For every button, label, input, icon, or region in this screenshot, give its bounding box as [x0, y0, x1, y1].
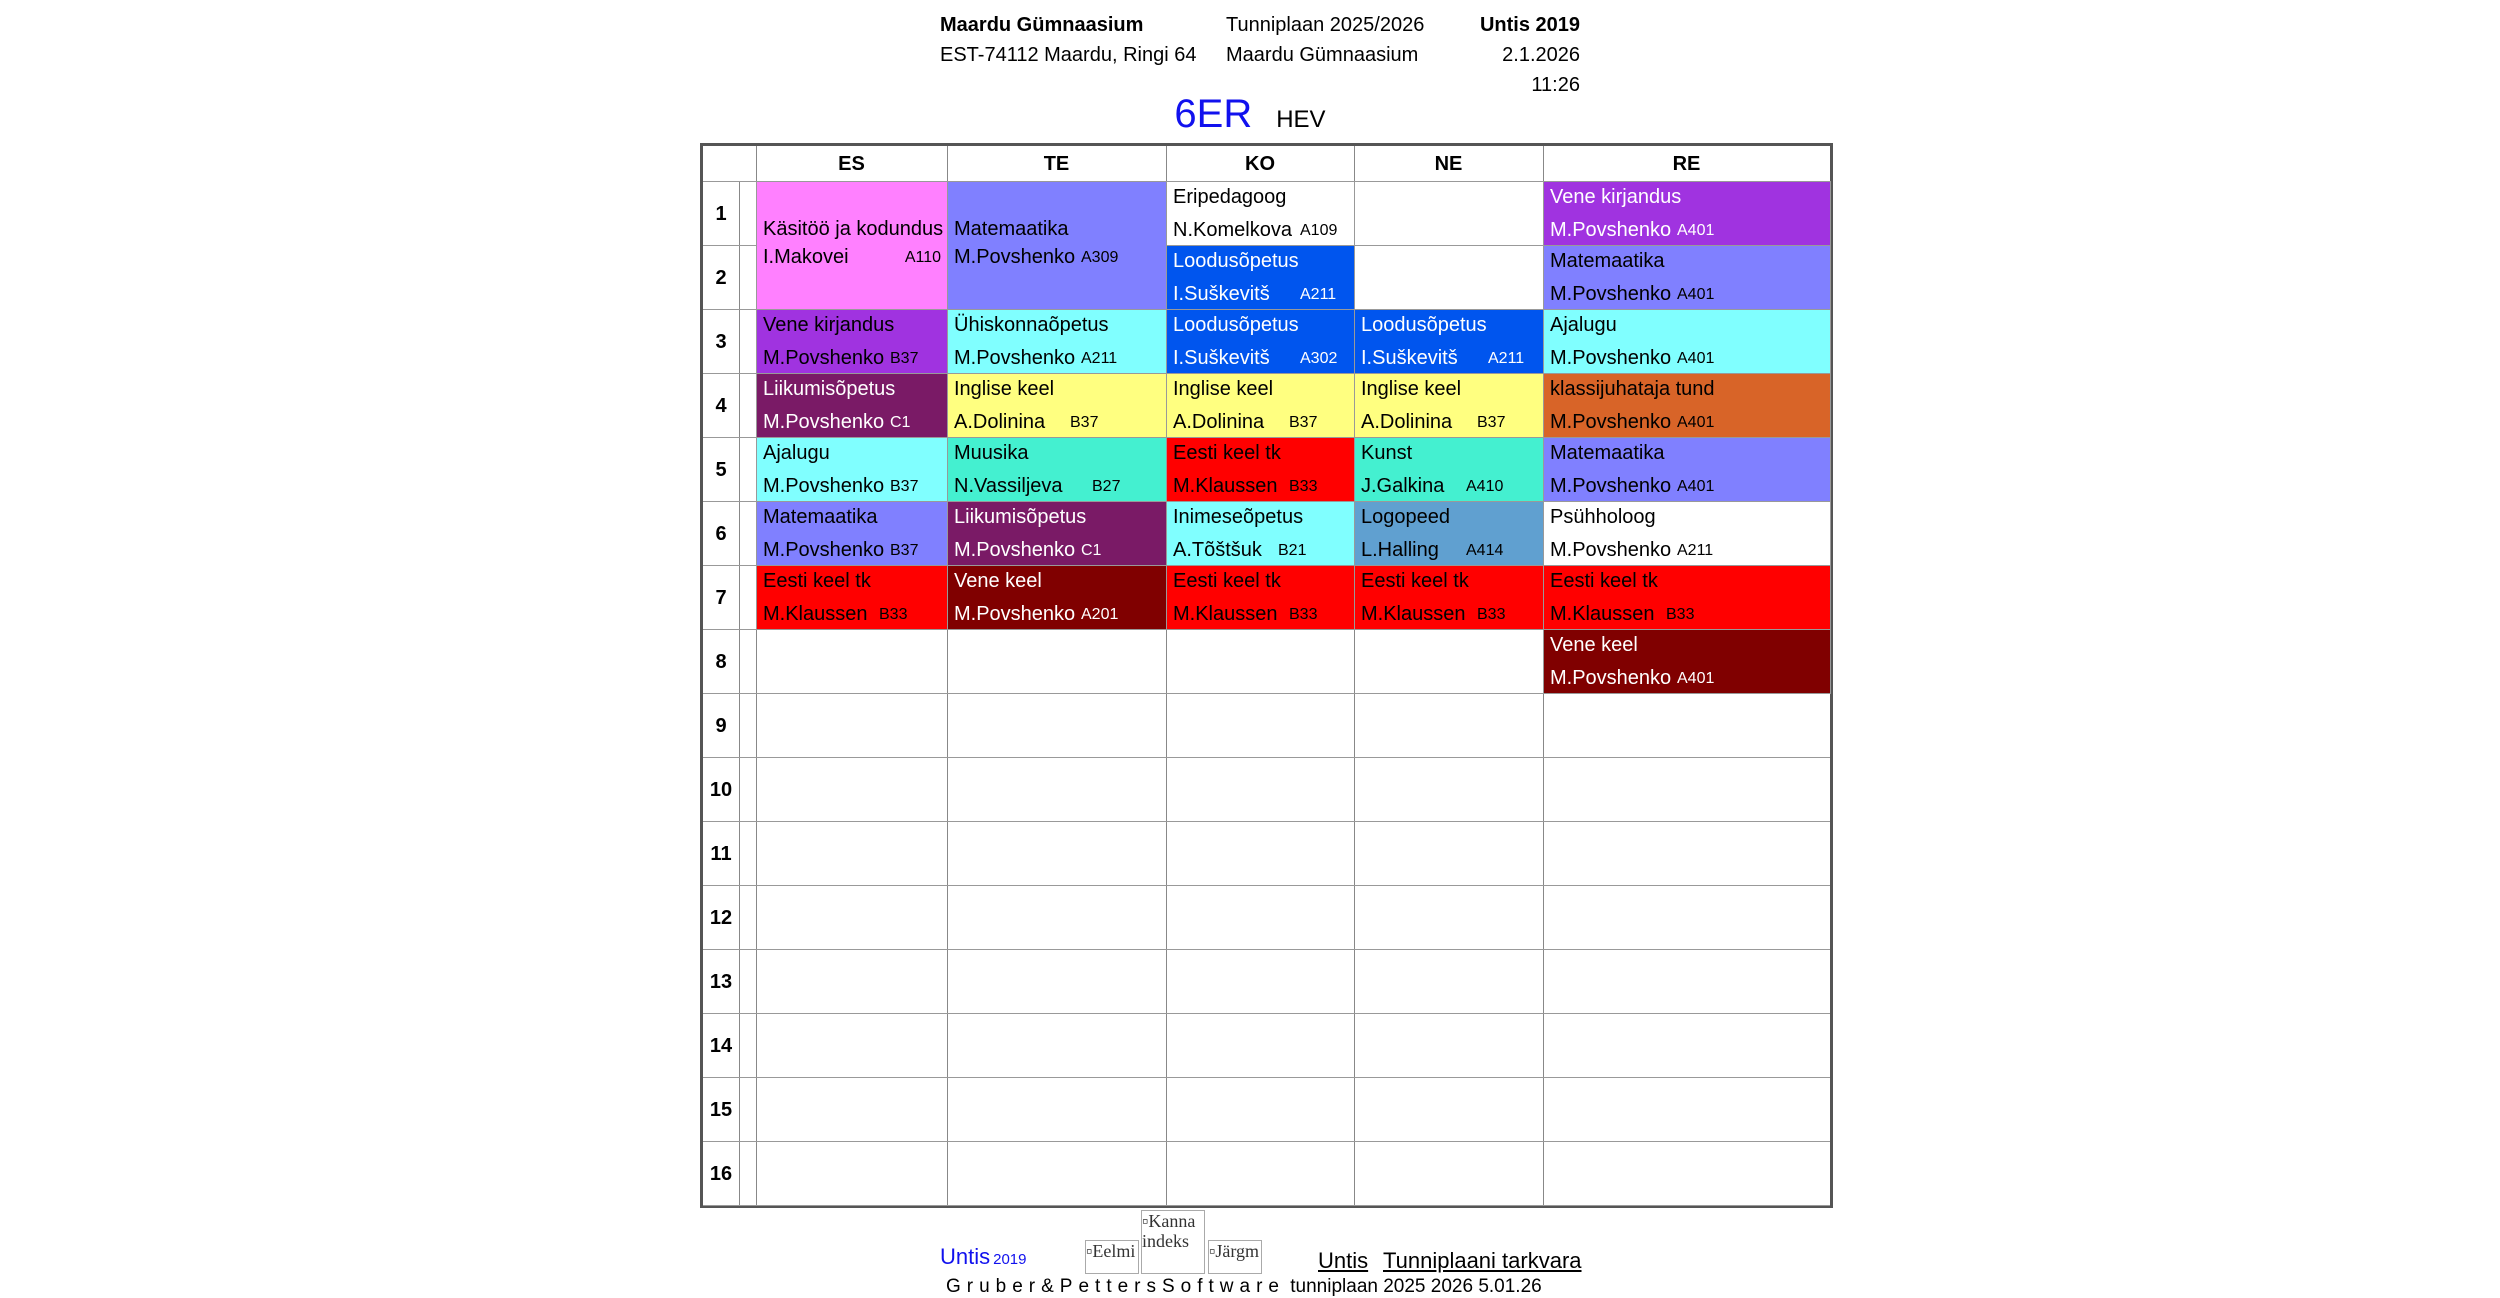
day-header: NE — [1434, 153, 1463, 175]
period-number: 16 — [709, 1163, 733, 1185]
timetable-grid — [700, 143, 1833, 1208]
lesson-teacher: J.Galkina — [1361, 475, 1445, 497]
lesson-cell[interactable] — [756, 501, 948, 566]
lesson-teacher: M.Povshenko — [763, 411, 885, 433]
next-page-label: Järgm — [1215, 1241, 1260, 1261]
lesson-teacher: M.Povshenko — [763, 475, 885, 497]
lesson-teacher: M.Klaussen — [763, 603, 868, 625]
lesson-cell[interactable] — [947, 565, 1167, 630]
lesson-teacher: M.Povshenko — [1550, 539, 1672, 561]
broken-image-icon: ▫ — [1086, 1241, 1093, 1261]
period-number: 8 — [715, 651, 727, 673]
lesson-subject: Muusika — [954, 442, 1029, 464]
grid-line-horizontal — [703, 1077, 1830, 1078]
period-number: 6 — [715, 523, 727, 545]
print-datetime: 2.1.2026 11:26 — [1502, 44, 1580, 96]
period-number: 14 — [709, 1035, 733, 1057]
lesson-room: A201 — [1081, 606, 1119, 623]
lesson-cell[interactable] — [1166, 373, 1355, 438]
period-number: 15 — [709, 1099, 733, 1121]
lesson-teacher: I.Suškevitš — [1173, 283, 1270, 305]
period-number: 10 — [709, 779, 733, 801]
lesson-subject: Vene keel — [1550, 634, 1638, 656]
plan-school: Maardu Gümnaasium — [1226, 44, 1419, 66]
period-number: 7 — [715, 587, 727, 609]
lesson-cell[interactable] — [1543, 437, 1831, 502]
lesson-room: A414 — [1466, 542, 1504, 559]
lesson-room: A211 — [1677, 542, 1714, 559]
untis-logo-text: Untis — [940, 1244, 991, 1269]
lesson-room: B37 — [890, 478, 919, 495]
lesson-room: B37 — [1289, 414, 1318, 431]
lesson-subject: Eesti keel tk — [1361, 570, 1469, 592]
software-version: Untis 2019 — [1479, 14, 1580, 36]
lesson-subject: Ajalugu — [763, 442, 830, 464]
untis-logo-year: 2019 — [993, 1251, 1027, 1268]
lesson-subject: Inimeseõpetus — [1173, 506, 1304, 528]
lesson-teacher: M.Klaussen — [1361, 603, 1466, 625]
lesson-cell[interactable] — [1543, 309, 1831, 374]
lesson-teacher: M.Povshenko — [763, 539, 885, 561]
lesson-subject: Inglise keel — [1173, 378, 1274, 400]
lesson-subject: Vene keel — [954, 570, 1042, 592]
lesson-cell[interactable] — [1354, 373, 1544, 438]
lesson-room: A401 — [1677, 478, 1715, 495]
lesson-cell[interactable] — [1543, 629, 1831, 694]
lesson-room: C1 — [1081, 542, 1102, 559]
lesson-room: B33 — [1666, 606, 1695, 623]
lesson-cell[interactable] — [947, 437, 1167, 502]
lesson-subject: Loodusõpetus — [1361, 314, 1487, 336]
lesson-cell[interactable] — [756, 565, 948, 630]
period-number: 2 — [715, 267, 727, 289]
lesson-cell[interactable] — [1354, 309, 1544, 374]
lesson-subject: Vene kirjandus — [1550, 186, 1682, 208]
lesson-subject: Eripedagoog — [1173, 186, 1287, 208]
class-subtitle: HEV — [1276, 106, 1326, 133]
lesson-subject: Eesti keel tk — [1550, 570, 1658, 592]
lesson-teacher: A.Tõštšuk — [1173, 539, 1262, 561]
day-header: TE — [1043, 153, 1070, 175]
grid-line-vertical — [739, 182, 740, 1206]
lesson-room: B37 — [890, 542, 919, 559]
lesson-subject: Vene kirjandus — [763, 314, 895, 336]
lesson-room: B37 — [1070, 414, 1099, 431]
lesson-room: A302 — [1300, 350, 1338, 367]
lesson-cell[interactable] — [1354, 565, 1544, 630]
grid-line-horizontal — [703, 885, 1830, 886]
period-number: 1 — [715, 203, 727, 225]
day-header: KO — [1245, 153, 1275, 175]
lesson-cell[interactable] — [947, 181, 1167, 310]
lesson-cell[interactable] — [1543, 565, 1831, 630]
lesson-room: A110 — [904, 249, 941, 266]
lesson-teacher: M.Povshenko — [1550, 475, 1672, 497]
grid-line-horizontal — [703, 1013, 1830, 1014]
lesson-subject: klassijuhataja tund — [1550, 378, 1715, 400]
report-header — [940, 10, 1580, 96]
lesson-cell[interactable] — [1543, 245, 1831, 310]
lesson-subject: Matemaatika — [954, 218, 1069, 240]
lesson-room: A401 — [1677, 286, 1715, 303]
gruber-petters-credit — [946, 1276, 1542, 1298]
lesson-teacher: A.Dolinina — [1361, 411, 1453, 433]
grid-line-horizontal — [703, 949, 1830, 950]
untis-link[interactable]: Untis — [1318, 1248, 1369, 1273]
lesson-teacher: M.Klaussen — [1550, 603, 1655, 625]
class-name: 6ER — [1174, 92, 1253, 136]
lesson-cell[interactable] — [1543, 373, 1831, 438]
lesson-cell[interactable] — [756, 437, 948, 502]
lesson-cell[interactable] — [1543, 501, 1831, 566]
lesson-room: A309 — [1081, 249, 1119, 266]
lesson-teacher: N.Komelkova — [1173, 219, 1292, 241]
lesson-teacher: M.Povshenko — [1550, 347, 1672, 369]
grid-line-horizontal — [703, 757, 1830, 758]
lesson-teacher: L.Halling — [1361, 539, 1439, 561]
index-button[interactable] — [1141, 1210, 1205, 1274]
prev-page-label: Eelmi — [1092, 1241, 1136, 1261]
lesson-subject: Matemaatika — [763, 506, 878, 528]
lesson-subject: Inglise keel — [1361, 378, 1462, 400]
lesson-subject: Liikumisõpetus — [763, 378, 896, 400]
lesson-room: A401 — [1677, 414, 1715, 431]
grid-line-horizontal — [703, 821, 1830, 822]
lesson-cell[interactable] — [947, 309, 1167, 374]
lesson-cell[interactable] — [1166, 245, 1355, 310]
lesson-teacher: M.Povshenko — [1550, 283, 1672, 305]
period-number: 5 — [715, 459, 727, 481]
lesson-subject: Matemaatika — [1550, 442, 1665, 464]
lesson-room: B21 — [1278, 542, 1307, 559]
broken-image-icon: ▫ — [1142, 1211, 1149, 1231]
lesson-cell[interactable] — [1354, 437, 1544, 502]
school-name: Maardu Gümnaasium — [940, 14, 1144, 36]
lesson-cell[interactable] — [1166, 181, 1355, 246]
class-title — [0, 92, 2500, 137]
lesson-subject: Eesti keel tk — [1173, 570, 1281, 592]
lesson-teacher: M.Povshenko — [1550, 667, 1672, 689]
lesson-subject: Liikumisõpetus — [954, 506, 1087, 528]
period-number: 11 — [710, 843, 732, 865]
lesson-teacher: M.Klaussen — [1173, 603, 1278, 625]
lesson-cell[interactable] — [1166, 309, 1355, 374]
lesson-room: C1 — [890, 414, 911, 431]
lesson-teacher: M.Povshenko — [954, 539, 1076, 561]
next-page-button[interactable] — [1208, 1240, 1262, 1274]
lesson-room: B33 — [1477, 606, 1506, 623]
lesson-teacher: M.Povshenko — [954, 246, 1076, 268]
lesson-teacher: M.Povshenko — [954, 347, 1076, 369]
lesson-room: B33 — [1289, 606, 1318, 623]
lesson-teacher: I.Makovei — [763, 246, 849, 268]
lesson-room: A211 — [1488, 350, 1525, 367]
lesson-cell[interactable] — [1354, 501, 1544, 566]
period-number: 4 — [715, 395, 727, 417]
lesson-cell[interactable] — [947, 501, 1167, 566]
lesson-subject: Ühiskonnaõpetus — [954, 314, 1109, 336]
period-number: 3 — [715, 331, 727, 353]
school-address: EST-74112 Maardu, Ringi 64 — [940, 44, 1197, 66]
lesson-room: B37 — [890, 350, 919, 367]
lesson-cell[interactable] — [1166, 565, 1355, 630]
lesson-room: A410 — [1466, 478, 1504, 495]
period-number: 12 — [709, 907, 733, 929]
lesson-subject: Loodusõpetus — [1173, 250, 1299, 272]
timetable-software-link[interactable]: Tunniplaani tarkvara — [1383, 1248, 1582, 1273]
grid-line-horizontal — [703, 1141, 1830, 1142]
lesson-subject: Eesti keel tk — [763, 570, 871, 592]
lesson-room: A401 — [1677, 350, 1715, 367]
lesson-subject: Ajalugu — [1550, 314, 1617, 336]
day-header: RE — [1672, 153, 1701, 175]
lesson-teacher: M.Povshenko — [1550, 411, 1672, 433]
lesson-teacher: I.Suškevitš — [1173, 347, 1270, 369]
lesson-cell[interactable] — [756, 373, 948, 438]
plan-title: Tunniplaan 2025/2026 — [1226, 14, 1425, 36]
lesson-room: A211 — [1081, 350, 1118, 367]
lesson-cell[interactable] — [947, 373, 1167, 438]
period-number: 9 — [715, 715, 727, 737]
plan-version: tunniplaan 2025 2026 5.01.26 — [1290, 1276, 1542, 1297]
lesson-subject: Logopeed — [1361, 506, 1450, 528]
period-number: 13 — [709, 971, 733, 993]
prev-page-button[interactable] — [1085, 1240, 1139, 1274]
untis-logo[interactable] — [940, 1244, 1027, 1270]
lesson-room: B33 — [1289, 478, 1318, 495]
lesson-cell[interactable] — [1543, 181, 1831, 246]
lesson-room: A401 — [1677, 222, 1715, 239]
gruber-petters-name: Gruber&PettersSoftware — [946, 1276, 1285, 1297]
lesson-subject: Psühholoog — [1550, 506, 1656, 528]
lesson-room: A401 — [1677, 670, 1715, 687]
broken-image-icon: ▫ — [1209, 1241, 1216, 1261]
lesson-room: A109 — [1300, 222, 1338, 239]
lesson-cell[interactable] — [1166, 437, 1355, 502]
lesson-teacher: M.Povshenko — [763, 347, 885, 369]
lesson-subject: Inglise keel — [954, 378, 1055, 400]
lesson-cell[interactable] — [756, 309, 948, 374]
lesson-teacher: I.Suškevitš — [1361, 347, 1458, 369]
lesson-subject: Käsitöö ja kodundus — [763, 218, 944, 240]
lesson-teacher: M.Klaussen — [1173, 475, 1278, 497]
day-header: ES — [838, 153, 865, 175]
index-label: Kanna indeks — [1142, 1211, 1196, 1251]
lesson-room: B37 — [1477, 414, 1506, 431]
lesson-teacher: N.Vassiljeva — [954, 475, 1063, 497]
lesson-subject: Loodusõpetus — [1173, 314, 1299, 336]
lesson-cell[interactable] — [756, 181, 948, 310]
lesson-subject: Kunst — [1361, 442, 1413, 464]
lesson-teacher: M.Povshenko — [954, 603, 1076, 625]
lesson-subject: Matemaatika — [1550, 250, 1665, 272]
lesson-subject: Eesti keel tk — [1173, 442, 1281, 464]
lesson-cell[interactable] — [1166, 501, 1355, 566]
lesson-teacher: M.Povshenko — [1550, 219, 1672, 241]
lesson-room: A211 — [1300, 286, 1337, 303]
lesson-room: B33 — [879, 606, 908, 623]
grid-line-horizontal — [703, 1205, 1830, 1206]
lesson-teacher: A.Dolinina — [954, 411, 1046, 433]
lesson-teacher: A.Dolinina — [1173, 411, 1265, 433]
lesson-room: B27 — [1092, 478, 1121, 495]
